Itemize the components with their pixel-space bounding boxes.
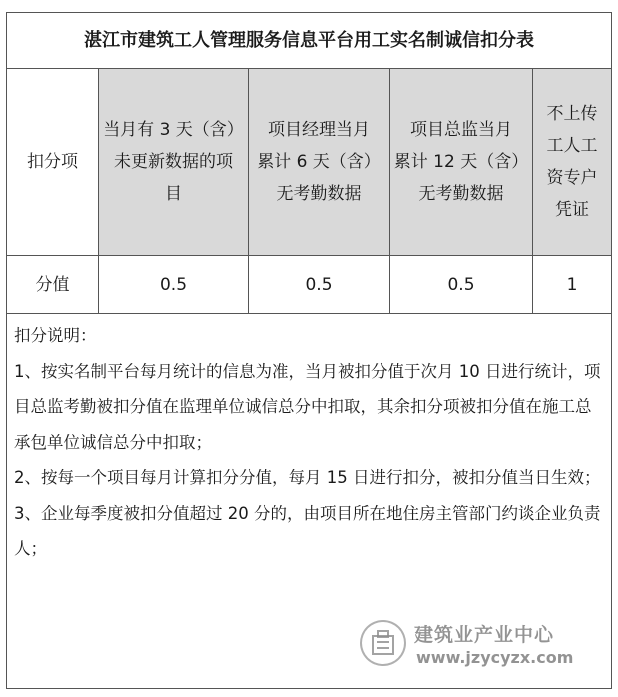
header-col-3: 项目总监当月 累计 12 天（含） 无考勤数据: [390, 69, 532, 255]
watermark-name: 建筑业产业中心: [414, 624, 555, 646]
border-bottom: [6, 688, 612, 689]
building-logo-icon: [360, 620, 406, 666]
note-item-2: 2、按每一个项目每月计算扣分分值，每月 15 日进行扣分，被扣分值当日生效；: [14, 468, 601, 487]
score-label: 分值: [35, 274, 70, 295]
note-item-1: 1、按实名制平台每月统计的信息为准，当月被扣分值于次月 10 日进行统计，项目总监考勤被扣分值在监理单位诚信总分中扣取，其余扣分项被扣分值在施工总承包单位诚信总分中扣取；: [14, 361, 601, 452]
note-item-3: 3、企业每季度被扣分值超过 20 分的，由项目所在地住房主管部门约谈企业负责人；: [14, 503, 601, 558]
header-col-1: 当月有 3 天（含） 未更新数据的项 目: [99, 69, 248, 255]
header-item-label: 扣分项: [27, 152, 78, 172]
notes-heading: 扣分说明：: [14, 326, 97, 345]
score-value-4: 1: [566, 274, 578, 295]
score-value-1: 0.5: [159, 274, 188, 295]
score-value-2: 0.5: [305, 274, 333, 295]
header-col-4: 不上传 工人工 资专户 凭证: [533, 69, 611, 255]
score-value-3: 0.5: [447, 274, 475, 295]
deduction-notes: [14, 318, 606, 567]
border-right: [611, 12, 612, 689]
watermark: [360, 616, 610, 676]
table-title: 湛江市建筑工人管理服务信息平台用工实名制诚信扣分表: [84, 29, 534, 51]
watermark-url: www.jzycyzx.com: [416, 648, 574, 667]
divider-score: [6, 313, 612, 314]
header-col-2: 项目经理当月 累计 6 天（含） 无考勤数据: [249, 69, 389, 255]
